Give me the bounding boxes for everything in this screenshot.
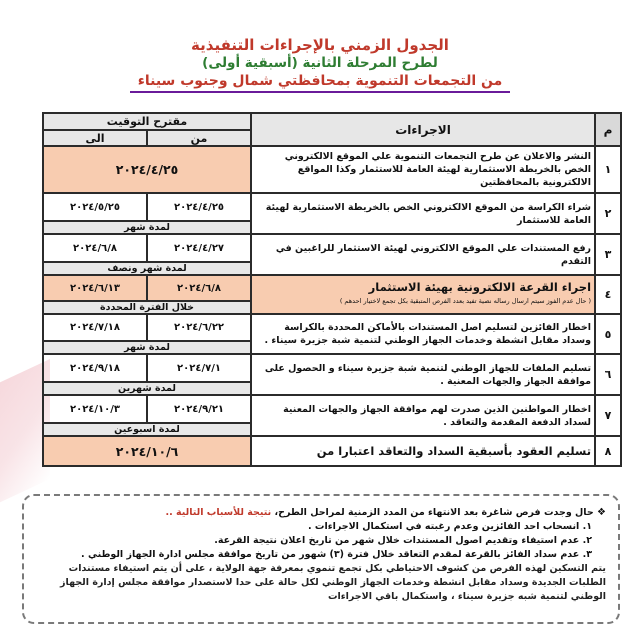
table-row	[43, 275, 621, 301]
row-number: ٥	[595, 314, 621, 354]
row-duration: لمدة شهر	[43, 221, 251, 234]
table-row	[43, 436, 621, 466]
table-row	[43, 193, 621, 221]
document-title-block	[0, 36, 640, 93]
row-action: تسليم الملفات للجهاز الوطني لتنمية شبة جزيرة سيناء و الحصول على موافقة الجهاز والجهات المعنية .	[251, 354, 595, 395]
row-duration: لمدة شهر	[43, 341, 251, 354]
table-row	[43, 354, 621, 382]
row-action	[251, 275, 595, 314]
header-from: من	[147, 130, 251, 146]
title-line-3: من التجمعات التنموية بمحافظتي شمال وجنوب سيناء	[137, 73, 503, 89]
title-line-1: الجدول الزمني بالإجراءات التنفيذية	[191, 36, 449, 54]
table-row	[43, 395, 621, 423]
row-number: ٦	[595, 354, 621, 395]
notes-item: ٢. عدم استيفاء وتقديم اصول المستندات خلال شهر من تاريخ اعلان نتيجة القرعة.	[214, 535, 592, 546]
notes-paragraph: يتم التسكين لهذه الفرص من كشوف الاحتياطي بكل تجمع تنموي بمعرفة جهة الولاية ، على أن يتم استيفاء مستندات الطلبات الجديدة وسداد مقابل انشطة وخدمات الجهاز الوطني لكل حالة على حدا لاستصدار موافقة مجلس إدارة الجهاز الوطني لتنمية شبه جزيرة سيناء ، واستكمال باقي الاجراءات	[60, 563, 606, 602]
row-number: ١	[595, 146, 621, 193]
title-line-2: لطرح المرحلة الثانية (أسبقية أولى)	[202, 55, 438, 71]
row-date: ٢٠٢٤/٤/٢٥	[43, 146, 251, 193]
row-duration: لمدة اسبوعين	[43, 423, 251, 436]
row-action-note: ( حال عدم الفوز سيتم ارسال رساله نصية تفيد بعدد الفرص المتبقية بكل تجمع لاختيار احدهم )	[339, 297, 592, 305]
notes-intro	[34, 506, 606, 520]
table-row	[43, 146, 621, 193]
notes-intro-highlight: نتيجة للأسباب التالية ..	[165, 507, 272, 518]
row-date-to: ٢٠٢٤/٥/٢٥	[43, 193, 147, 221]
header-timing: مقترح التوقيت	[43, 113, 251, 130]
header-actions: الاجراءات	[251, 113, 595, 146]
row-date-to: ٢٠٢٤/٦/٨	[43, 234, 147, 262]
row-action: اخطار المواطنين الذين صدرت لهم موافقة الجهاز والجهات المعنية لسداد الدفعة المقدمة والتعاقد .	[251, 395, 595, 436]
row-date-to: ٢٠٢٤/٩/١٨	[43, 354, 147, 382]
row-action: شراء الكراسة من الموقع الالكتروني الخص بالخريطة الاستثمارية لهيئة العامة للاستثمار	[251, 193, 595, 234]
row-number: ٤	[595, 275, 621, 314]
row-action: رفع المستندات علي الموقع الالكتروني لهيئة الاستثمار للراغبين في التقدم	[251, 234, 595, 275]
row-duration: لمدة شهر ونصف	[43, 262, 251, 275]
row-date-from: ٢٠٢٤/٤/٢٥	[147, 193, 251, 221]
row-date-to: ٢٠٢٤/١٠/٣	[43, 395, 147, 423]
schedule-table	[42, 112, 622, 467]
row-date-from: ٢٠٢٤/٦/٨	[147, 275, 251, 301]
table-row	[43, 234, 621, 262]
row-duration: لمدة شهرين	[43, 382, 251, 395]
notes-intro-text: حال وجدت فرص شاغرة بعد الانتهاء من المدد الزمنية لمراحل الطرح،	[274, 507, 594, 518]
row-number: ٣	[595, 234, 621, 275]
row-number: ٢	[595, 193, 621, 234]
row-action-text: اجراء القرعة الالكترونية بهيئة الاستثمار	[368, 280, 592, 294]
header-number: م	[595, 113, 621, 146]
row-date-from: ٢٠٢٤/٩/٢١	[147, 395, 251, 423]
table-row	[43, 314, 621, 341]
row-date-from: ٢٠٢٤/٦/٢٢	[147, 314, 251, 341]
row-date: ٢٠٢٤/١٠/٦	[43, 436, 251, 466]
row-action: النشر والاعلان عن طرح التجمعات التنموية علي الموقع الالكتروني الخص بالخريطة الاستثمارية لهيئة العامة للاستثمار وكذا المواقع الالكترونية بالمحافظتين	[251, 146, 595, 193]
header-to: الى	[43, 130, 147, 146]
notes-item: ١. انسحاب احد الفائزين وعدم رغبته في استكمال الاجراءات .	[308, 521, 592, 532]
row-number: ٧	[595, 395, 621, 436]
row-date-to: ٢٠٢٤/٦/١٣	[43, 275, 147, 301]
row-duration: خلال الفترة المحددة	[43, 301, 251, 314]
row-date-to: ٢٠٢٤/٧/١٨	[43, 314, 147, 341]
row-action: تسليم العقود بأسبقية السداد والتعاقد اعتبارا من	[251, 436, 595, 466]
row-action: اخطار الفائزين لتسليم اصل المستندات بالأماكن المحددة بالكراسة وسداد مقابل انشطة وخدمات الجهاز الوطني لتنمية شبة جزيرة سيناء .	[251, 314, 595, 354]
diamond-bullet-icon: ❖	[597, 507, 606, 518]
row-date-from: ٢٠٢٤/٧/١	[147, 354, 251, 382]
title-underline	[130, 91, 510, 93]
row-number: ٨	[595, 436, 621, 466]
row-date-from: ٢٠٢٤/٤/٢٧	[147, 234, 251, 262]
notes-box	[22, 494, 620, 624]
notes-item: ٣. عدم سداد الفائز بالقرعة لمقدم التعاقد خلال فترة (٣) شهور من تاريخ موافقة مجلس ادارة الجهاز الوطني .	[81, 549, 592, 560]
